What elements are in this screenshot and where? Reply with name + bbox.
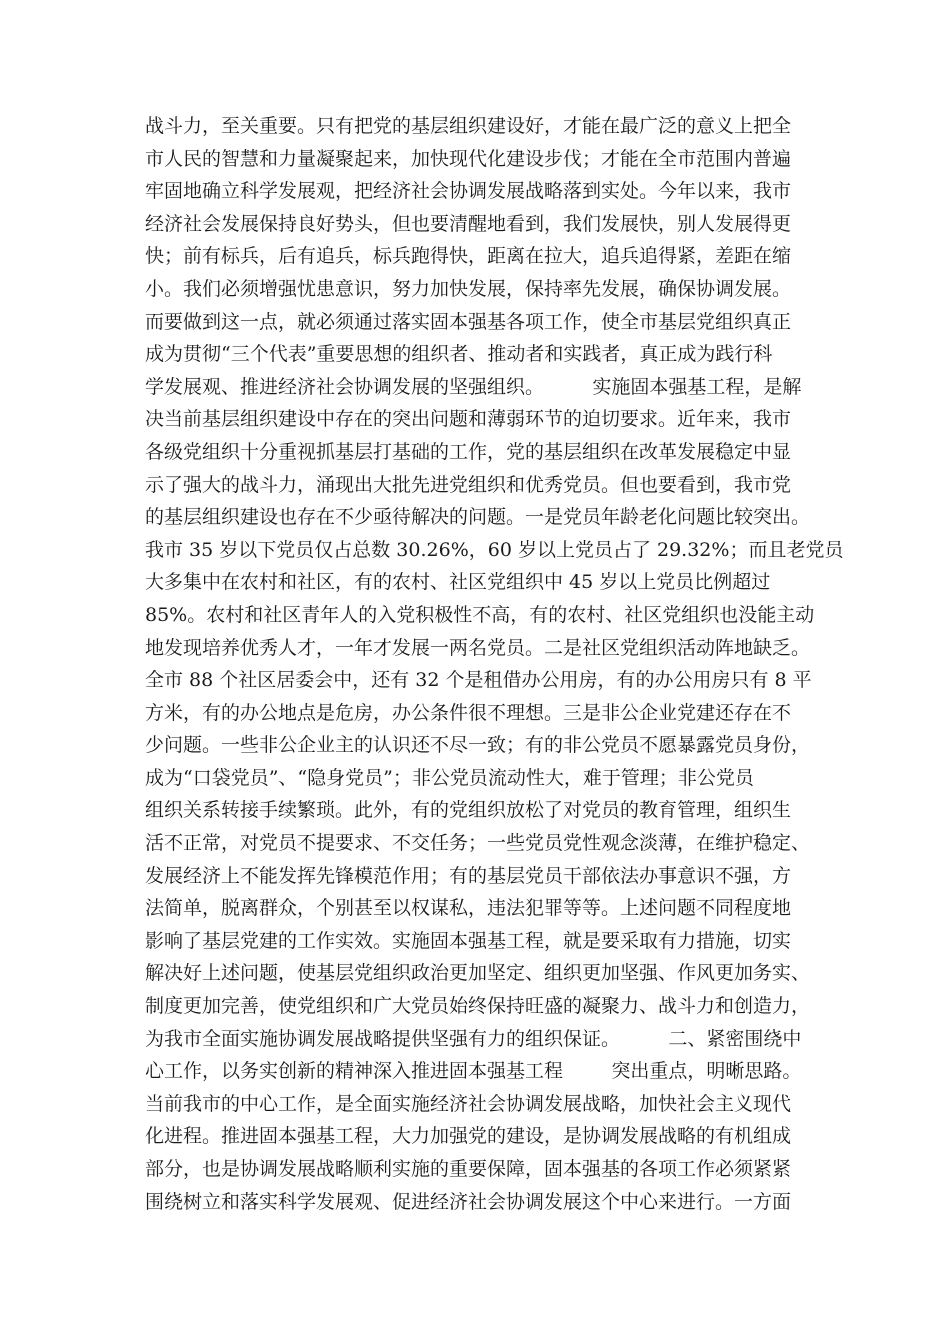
- text-line: 全市 88 个社区居委会中，还有 32 个是租借办公用房，有的办公用房只有 8 平: [145, 669, 812, 692]
- text-line: 法简单，脱离群众，个别甚至以权谋私，违法犯罪等等。上述问题不同程度地: [145, 897, 792, 920]
- text-line: 心工作，以务实创新的精神深入推进固本强基工程 突出重点，明晰思路。: [145, 1060, 802, 1083]
- text-line: 的基层组织建设也存在不少亟待解决的问题。一是党员年龄老化问题比较突出。: [145, 506, 811, 529]
- text-line: 各级党组织十分重视抓基层打基础的工作，党的基层组织在改革发展稳定中显: [145, 440, 792, 463]
- text-line: 少问题。一些非公企业主的认识还不尽一致；有的非公党员不愿暴露党员身份，: [145, 734, 811, 757]
- text-line: 成为贯彻“三个代表”重要思想的组织者、推动者和实践者，真正成为践行科: [145, 343, 773, 366]
- text-line: 发展经济上不能发挥先锋模范作用；有的基层党员干部依法办事意识不强，方: [145, 864, 792, 887]
- text-line: 活不正常，对党员不提要求、不交任务；一些党员党性观念淡薄，在维护稳定、: [145, 832, 811, 855]
- text-line: 85%。农村和社区青年人的入党积极性不高，有的农村、社区党组织也没能主动: [145, 603, 815, 626]
- text-line: 部分，也是协调发展战略顺利实施的重要保障，固本强基的各项工作必须紧紧: [145, 1158, 792, 1180]
- text-line: 经济社会发展保持良好势头，但也要清醒地看到，我们发展快，别人发展得更: [145, 212, 792, 235]
- text-line: 牢固地确立科学发展观，把经济社会协调发展战略落到实处。今年以来，我市: [145, 180, 792, 203]
- text-line: 影响了基层党建的工作实效。实施固本强基工程，就是要采取有力措施，切实: [145, 929, 792, 952]
- text-line: 组织关系转接手续繁琐。此外，有的党组织放松了对党员的教育管理，组织生: [145, 799, 792, 822]
- text-line: 决当前基层组织建设中存在的突出问题和薄弱环节的迫切要求。近年来，我市: [145, 408, 792, 431]
- text-line: 当前我市的中心工作，是全面实施经济社会协调发展战略，加快社会主义现代: [145, 1092, 792, 1115]
- body-text: [145, 110, 844, 1218]
- text-line: 学发展观、推进经济社会协调发展的坚强组织。 实施固本强基工程，是解: [145, 375, 802, 398]
- text-line: 我市 35 岁以下党员仅占总数 30.26%，60 岁以上党员占了 29.32%；而且老党员: [145, 538, 844, 561]
- text-line: 战斗力，至关重要。只有把党的基层组织建设好，才能在最广泛的意义上把全: [145, 115, 792, 137]
- text-line: 大多集中在农村和社区，有的农村、社区党组织中 45 岁以上党员比例超过: [145, 571, 771, 594]
- text-line: 为我市全面实施协调发展战略提供坚强有力的组织保证。 二、紧密围绕中: [145, 1027, 802, 1050]
- text-line: 方米，有的办公地点是危房，办公条件很不理想。三是非公企业党建还存在不: [145, 701, 792, 724]
- text-line: 快；前有标兵，后有追兵，标兵跑得快，距离在拉大，追兵追得紧，差距在缩: [145, 245, 792, 268]
- text-line: 而要做到这一点，就必须通过落实固本强基各项工作，使全市基层党组织真正: [145, 310, 792, 333]
- text-line: 成为“口袋党员”、“隐身党员”；非公党员流动性大，难于管理；非公党员: [145, 766, 754, 789]
- text-line: 小。我们必须增强忧患意识，努力加快发展，保持率先发展，确保协调发展。: [145, 277, 792, 300]
- text-line: 制度更加完善，使党组织和广大党员始终保持旺盛的凝聚力、战斗力和创造力，: [145, 995, 811, 1018]
- text-line: 围绕树立和落实科学发展观、促进经济社会协调发展这个中心来进行。一方面: [145, 1190, 792, 1213]
- text-line: 地发现培养优秀人才，一年才发展一两名党员。二是社区党组织活动阵地缺乏。: [145, 636, 811, 659]
- text-line: 化进程。推进固本强基工程，大力加强党的建设，是协调发展战略的有机组成: [145, 1125, 792, 1148]
- text-line: 解决好上述问题，使基层党组织政治更加坚定、组织更加坚强、作风更加务实、: [145, 962, 811, 985]
- text-line: 示了强大的战斗力，涌现出大批先进党组织和优秀党员。但也要看到，我市党: [145, 473, 792, 496]
- text-line: 市人民的智慧和力量凝聚起来，加快现代化建设步伐；才能在全市范围内普遍: [145, 147, 792, 170]
